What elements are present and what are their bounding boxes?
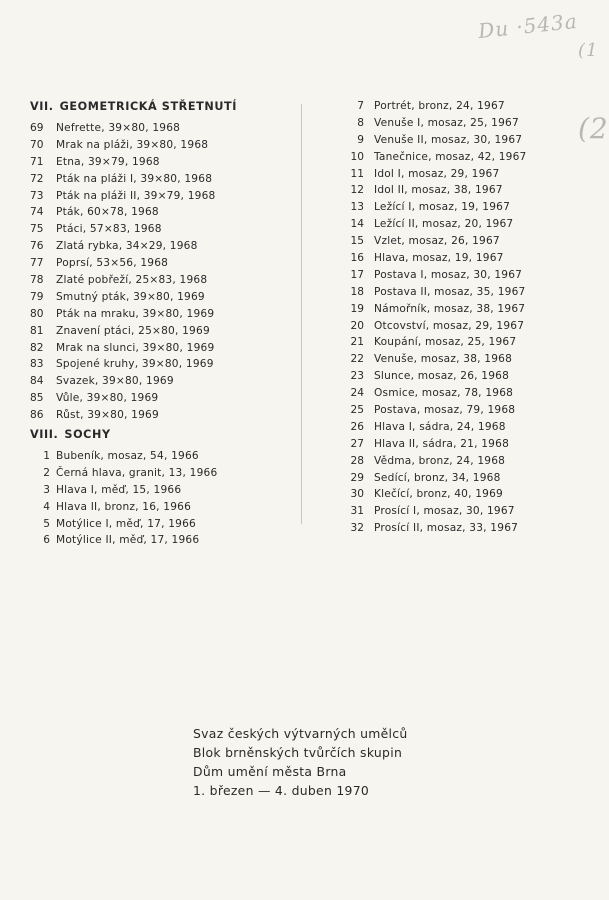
entry-number: 20 bbox=[350, 319, 364, 332]
column-divider bbox=[301, 104, 302, 524]
section-heading-sculptures bbox=[30, 426, 300, 443]
catalogue-entry bbox=[30, 516, 300, 533]
catalogue-entry bbox=[30, 465, 300, 482]
entry-number: 5 bbox=[43, 517, 50, 530]
entry-number: 8 bbox=[357, 116, 364, 129]
catalogue-entry bbox=[336, 132, 576, 149]
entry-number: 17 bbox=[350, 268, 364, 281]
entry-number: 75 bbox=[30, 223, 44, 236]
exhibition-footer bbox=[193, 724, 408, 800]
entry-number: 7 bbox=[357, 100, 364, 112]
right-column bbox=[336, 98, 576, 537]
entry-number: 23 bbox=[350, 370, 364, 383]
entry-number: 83 bbox=[30, 358, 44, 371]
entry-text: Hlava I, měď, 15, 1966 bbox=[56, 483, 182, 496]
catalogue-entry bbox=[30, 373, 300, 390]
catalogue-entry bbox=[30, 499, 300, 516]
catalogue-entry bbox=[336, 166, 576, 183]
entry-number: 1 bbox=[43, 450, 50, 463]
entry-number: 81 bbox=[30, 324, 44, 337]
entry-number: 32 bbox=[350, 522, 364, 535]
catalogue-entry bbox=[30, 289, 300, 306]
catalogue-entry bbox=[336, 149, 576, 166]
entry-text: Motýlice I, měď, 17, 1966 bbox=[56, 517, 196, 530]
catalogue-entry bbox=[336, 334, 576, 351]
venue-line: Dům umění města Brna bbox=[193, 764, 347, 779]
catalogue-entry bbox=[336, 453, 576, 470]
catalogue-entry bbox=[336, 351, 576, 368]
entry-text: Mrak na pláži, 39×80, 1968 bbox=[56, 138, 209, 151]
organizer-line: Blok brněnských tvůrčích skupin bbox=[193, 745, 403, 760]
catalogue-entry bbox=[30, 171, 300, 188]
entry-number: 4 bbox=[43, 500, 50, 513]
handwritten-annotation: Du ·543a bbox=[477, 8, 579, 44]
catalogue-entry bbox=[30, 204, 300, 221]
entry-text: Otcovství, mosaz, 29, 1967 bbox=[374, 319, 525, 332]
catalogue-entry bbox=[336, 402, 576, 419]
entry-text: Vzlet, mosaz, 26, 1967 bbox=[374, 235, 500, 248]
catalogue-list-sculptures-continued bbox=[336, 98, 576, 537]
entry-number: 16 bbox=[350, 252, 364, 265]
catalogue-entry bbox=[336, 301, 576, 318]
entry-text: Idol II, mosaz, 38, 1967 bbox=[374, 184, 503, 197]
catalogue-entry bbox=[336, 318, 576, 335]
catalogue-entry bbox=[30, 356, 300, 373]
entry-number: 25 bbox=[350, 404, 364, 417]
catalogue-list-geometric bbox=[30, 120, 300, 424]
catalogue-entry bbox=[336, 503, 576, 520]
entry-number: 29 bbox=[350, 471, 364, 484]
entry-text: Růst, 39×80, 1969 bbox=[56, 409, 159, 422]
entry-text: Zlaté pobřeží, 25×83, 1968 bbox=[56, 274, 208, 287]
section-number: VIII. bbox=[30, 428, 59, 442]
entry-text: Poprsí, 53×56, 1968 bbox=[56, 257, 169, 270]
entry-text: Znavení ptáci, 25×80, 1969 bbox=[56, 324, 210, 337]
date-line: 1. březen — 4. duben 1970 bbox=[193, 783, 370, 798]
entry-number: 78 bbox=[30, 274, 44, 287]
entry-number: 6 bbox=[43, 534, 50, 547]
entry-text: Tanečnice, mosaz, 42, 1967 bbox=[374, 150, 527, 163]
catalogue-entry bbox=[30, 272, 300, 289]
catalogue-entry bbox=[336, 267, 576, 284]
handwritten-annotation: (1 bbox=[578, 40, 599, 61]
entry-text: Slunce, mosaz, 26, 1968 bbox=[374, 370, 510, 383]
catalogue-entry bbox=[30, 221, 300, 238]
entry-number: 21 bbox=[350, 336, 364, 349]
section-title: SOCHY bbox=[64, 428, 111, 442]
entry-number: 30 bbox=[350, 488, 364, 501]
entry-text: Pták, 60×78, 1968 bbox=[56, 206, 159, 219]
entry-number: 72 bbox=[30, 172, 44, 185]
entry-number: 85 bbox=[30, 392, 44, 405]
entry-number: 76 bbox=[30, 240, 44, 253]
entry-number: 26 bbox=[350, 420, 364, 433]
entry-number: 27 bbox=[350, 437, 364, 450]
catalogue-entry bbox=[30, 137, 300, 154]
catalogue-entry bbox=[30, 532, 300, 549]
entry-number: 28 bbox=[350, 454, 364, 467]
entry-text: Osmice, mosaz, 78, 1968 bbox=[374, 387, 514, 400]
entry-number: 70 bbox=[30, 138, 44, 151]
catalogue-entry bbox=[336, 182, 576, 199]
entry-number: 2 bbox=[43, 466, 50, 479]
catalogue-entry bbox=[30, 120, 300, 137]
section-title: GEOMETRICKÁ STŘETNUTÍ bbox=[59, 100, 238, 113]
catalogue-entry bbox=[30, 255, 300, 272]
entry-number: 86 bbox=[30, 409, 44, 422]
entry-number: 13 bbox=[350, 201, 364, 214]
entry-text: Pták na mraku, 39×80, 1969 bbox=[56, 307, 215, 320]
catalogue-entry bbox=[30, 482, 300, 499]
catalogue-entry bbox=[336, 216, 576, 233]
entry-text: Hlava, mosaz, 19, 1967 bbox=[374, 252, 504, 265]
entry-text: Ležící II, mosaz, 20, 1967 bbox=[374, 218, 514, 231]
entry-text: Etna, 39×79, 1968 bbox=[56, 155, 160, 168]
catalogue-entry bbox=[30, 340, 300, 357]
catalogue-entry bbox=[336, 199, 576, 216]
catalogue-entry bbox=[336, 98, 576, 115]
catalogue-entry bbox=[336, 436, 576, 453]
entry-text: Mrak na slunci, 39×80, 1969 bbox=[56, 341, 215, 354]
entry-number: 24 bbox=[350, 387, 364, 400]
entry-number: 74 bbox=[30, 206, 44, 219]
entry-number: 73 bbox=[30, 189, 44, 202]
entry-number: 15 bbox=[350, 235, 364, 248]
entry-text: Hlava II, bronz, 16, 1966 bbox=[56, 500, 192, 513]
catalogue-entry bbox=[30, 407, 300, 424]
entry-text: Ptáci, 57×83, 1968 bbox=[56, 223, 162, 236]
entry-text: Vůle, 39×80, 1969 bbox=[56, 392, 159, 405]
catalogue-entry bbox=[30, 390, 300, 407]
entry-text: Portrét, bronz, 24, 1967 bbox=[374, 100, 505, 112]
entry-text: Postava I, mosaz, 30, 1967 bbox=[374, 268, 523, 281]
entry-text: Prosící I, mosaz, 30, 1967 bbox=[374, 505, 515, 518]
catalogue-entry bbox=[336, 115, 576, 132]
entry-text: Prosící II, mosaz, 33, 1967 bbox=[374, 522, 519, 535]
entry-text: Klečící, bronz, 40, 1969 bbox=[374, 488, 503, 501]
catalogue-entry bbox=[30, 154, 300, 171]
entry-number: 84 bbox=[30, 375, 44, 388]
catalogue-entry bbox=[336, 284, 576, 301]
catalogue-entry bbox=[30, 238, 300, 255]
entry-text: Námořník, mosaz, 38, 1967 bbox=[374, 302, 526, 315]
entry-text: Spojené kruhy, 39×80, 1969 bbox=[56, 358, 214, 371]
catalogue-entry bbox=[30, 306, 300, 323]
entry-text: Černá hlava, granit, 13, 1966 bbox=[56, 466, 218, 479]
entry-text: Smutný pták, 39×80, 1969 bbox=[56, 290, 205, 303]
entry-text: Venuše II, mosaz, 30, 1967 bbox=[374, 133, 523, 146]
entry-text: Motýlice II, měď, 17, 1966 bbox=[56, 534, 200, 547]
left-column bbox=[30, 98, 300, 549]
entry-text: Idol I, mosaz, 29, 1967 bbox=[374, 167, 500, 180]
catalogue-entry bbox=[336, 250, 576, 267]
catalogue-entry bbox=[336, 233, 576, 250]
catalogue-entry bbox=[336, 486, 576, 503]
entry-text: Nefrette, 39×80, 1968 bbox=[56, 122, 181, 134]
entry-text: Pták na pláži II, 39×79, 1968 bbox=[56, 189, 216, 202]
entry-number: 31 bbox=[350, 505, 364, 518]
entry-text: Venuše, mosaz, 38, 1968 bbox=[374, 353, 513, 366]
entry-text: Pták na pláži I, 39×80, 1968 bbox=[56, 172, 213, 185]
catalogue-entry bbox=[336, 385, 576, 402]
catalogue-entry bbox=[336, 520, 576, 537]
entry-number: 12 bbox=[350, 184, 364, 197]
handwritten-annotation: (2 bbox=[578, 112, 609, 145]
catalogue-entry bbox=[30, 323, 300, 340]
section-number: VII. bbox=[30, 100, 54, 113]
entry-text: Zlatá rybka, 34×29, 1968 bbox=[56, 240, 198, 253]
entry-number: 71 bbox=[30, 155, 44, 168]
entry-number: 11 bbox=[350, 167, 364, 180]
section-heading-geometric bbox=[30, 98, 300, 115]
catalogue-entry bbox=[336, 419, 576, 436]
entry-number: 10 bbox=[350, 150, 364, 163]
entry-number: 18 bbox=[350, 285, 364, 298]
entry-text: Bubeník, mosaz, 54, 1966 bbox=[56, 450, 199, 463]
entry-text: Ležící I, mosaz, 19, 1967 bbox=[374, 201, 511, 214]
entry-text: Svazek, 39×80, 1969 bbox=[56, 375, 174, 388]
entry-number: 77 bbox=[30, 257, 44, 270]
entry-text: Postava, mosaz, 79, 1968 bbox=[374, 404, 516, 417]
entry-number: 22 bbox=[350, 353, 364, 366]
catalogue-entry bbox=[30, 448, 300, 465]
entry-number: 14 bbox=[350, 218, 364, 231]
entry-text: Koupání, mosaz, 25, 1967 bbox=[374, 336, 517, 349]
entry-number: 3 bbox=[43, 483, 50, 496]
entry-number: 79 bbox=[30, 290, 44, 303]
catalogue-list-sculptures bbox=[30, 448, 300, 549]
entry-text: Hlava I, sádra, 24, 1968 bbox=[374, 420, 506, 433]
entry-text: Venuše I, mosaz, 25, 1967 bbox=[374, 116, 519, 129]
entry-text: Sedící, bronz, 34, 1968 bbox=[374, 471, 501, 484]
organizer-line: Svaz českých výtvarných umělců bbox=[193, 726, 408, 741]
entry-number: 80 bbox=[30, 307, 44, 320]
entry-text: Vědma, bronz, 24, 1968 bbox=[374, 454, 506, 467]
catalogue-entry bbox=[336, 368, 576, 385]
catalogue-entry bbox=[30, 188, 300, 205]
entry-number: 69 bbox=[30, 122, 44, 134]
entry-text: Hlava II, sádra, 21, 1968 bbox=[374, 437, 510, 450]
entry-text: Postava II, mosaz, 35, 1967 bbox=[374, 285, 526, 298]
entry-number: 9 bbox=[357, 133, 364, 146]
entry-number: 82 bbox=[30, 341, 44, 354]
entry-number: 19 bbox=[350, 302, 364, 315]
catalogue-entry bbox=[336, 470, 576, 487]
